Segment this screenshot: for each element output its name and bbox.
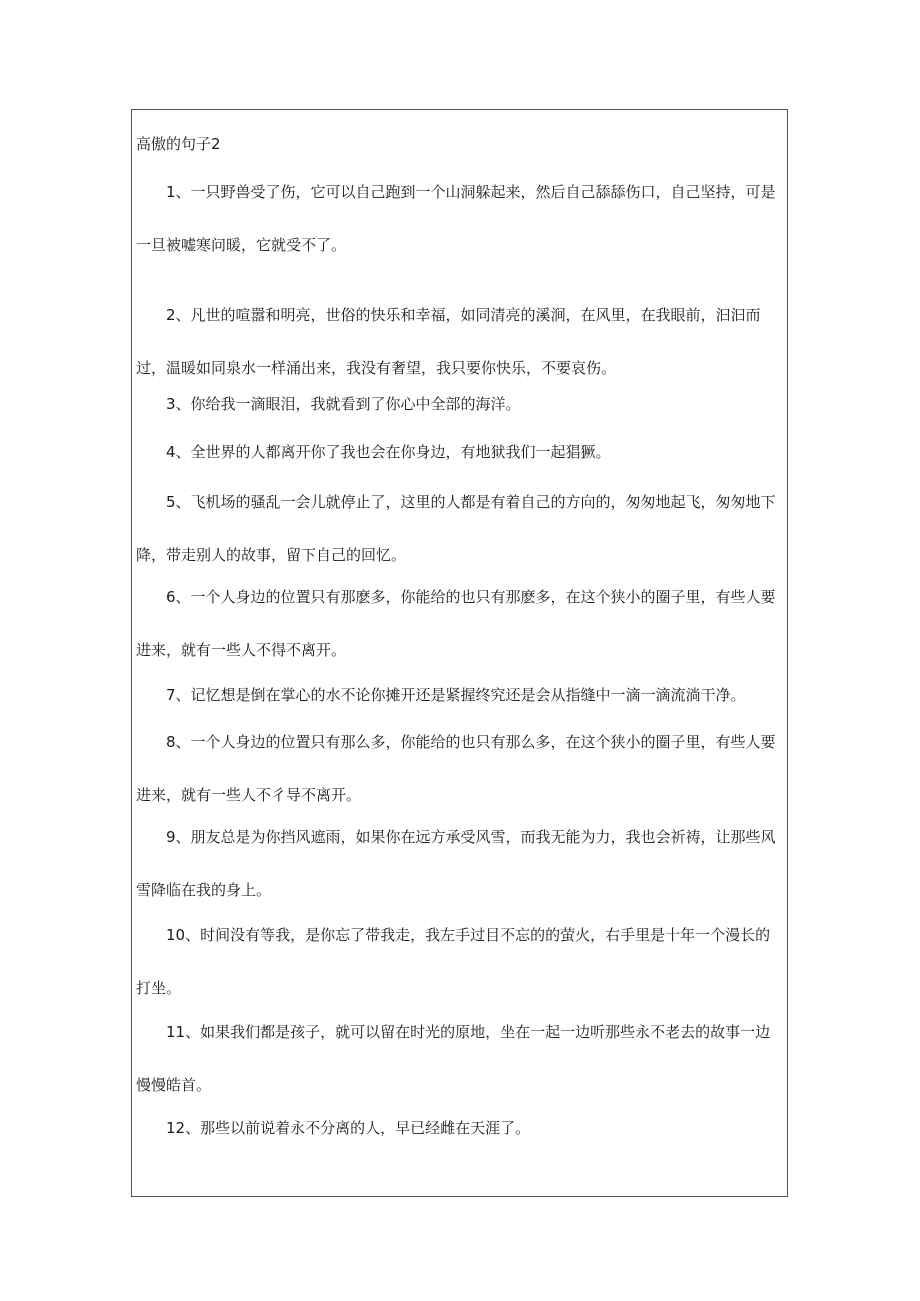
paragraph-12: 12、那些以前说着永不分离的人，早已经雌在天涯了。 <box>166 1119 531 1137</box>
paragraph-7: 7、记忆想是倒在掌心的水不论你摊开还是紧握终究还是会从指缝中一滴一滴流淌干净。 <box>166 686 746 704</box>
paragraph-4: 4、全世界的人都离开你了我也会在你身边，有地狱我们一起猖獗。 <box>166 443 611 461</box>
paragraph-8: 8、一个人身边的位置只有那么多，你能给的也只有那么多，在这个狭小的圈子里，有些人要进来，就有一些人不彳导不离开。 <box>136 733 776 804</box>
paragraph-11: 11、如果我们都是孩子，就可以留在时光的原地，坐在一起一边听那些永不老去的故事一边慢慢皓首。 <box>136 1023 771 1094</box>
document-title: 高傲的句子2 <box>136 135 221 153</box>
paragraph-2: 2、凡世的喧嚣和明亮，世俗的快乐和幸福，如同清亮的溪涧，在风里，在我眼前，汩汩而过，温暖如同泉水一样涌出来，我没有奢望，我只要你快乐，不要哀伤。 <box>136 306 761 377</box>
paragraph-3: 3、你给我一滴眼泪，我就看到了你心中全部的海洋。 <box>166 395 521 413</box>
paragraph-5: 5、飞机场的骚乱一会儿就停止了，这里的人都是有着自己的方向的，匆匆地起飞，匆匆地下降，带走别人的故事，留下自己的回忆。 <box>136 493 776 564</box>
paragraph-9: 9、朋友总是为你挡风遮雨，如果你在远方承受风雪，而我无能为力，我也会祈祷，让那些风雪降临在我的身上。 <box>136 828 776 899</box>
paragraph-1: 1、一只野兽受了伤，它可以自己跑到一个山洞躲起来，然后自己舔舔伤口，自己坚持，可是一旦被嘘寒问暖，它就受不了。 <box>136 183 776 254</box>
paragraph-6: 6、一个人身边的位置只有那麽多，你能给的也只有那麽多，在这个狭小的圈子里，有些人要进来，就有一些人不得不离开。 <box>136 588 776 659</box>
page-frame <box>131 109 788 1197</box>
paragraph-10: 10、时间没有等我，是你忘了带我走，我左手过目不忘的的萤火，右手里是十年一个漫长的打坐。 <box>136 926 771 997</box>
